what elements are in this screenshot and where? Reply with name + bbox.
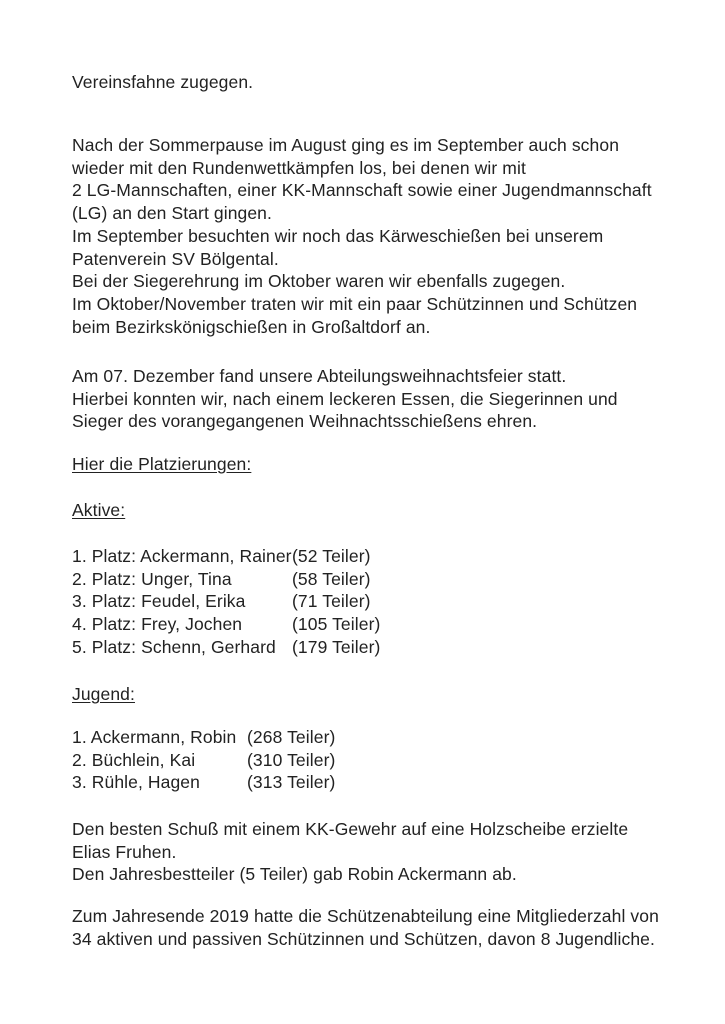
rank-name: 3. Platz: Feudel, Erika: [72, 591, 246, 612]
text-line: Sieger des vorangegangenen Weihnachtsschießens ehren.: [72, 411, 538, 432]
text-line: Hierbei konnten wir, nach einem leckeren Essen, die Siegerinnen und: [72, 388, 618, 409]
jugend-list: [72, 726, 335, 794]
text-line: beim Bezirkskönigschießen in Großaltdorf an.: [72, 316, 431, 337]
jugend-heading: Jugend:: [72, 684, 135, 704]
rank-score: (179 Teiler): [292, 636, 381, 657]
text-line: 34 aktiven und passiven Schützinnen und Schützen, davon 8 Jugendliche.: [72, 928, 655, 949]
aktive-row: [72, 590, 380, 613]
text-line: (LG) an den Start gingen.: [72, 203, 272, 224]
rank-name: 3. Rühle, Hagen: [72, 772, 200, 793]
rank-name: 1. Ackermann, Robin: [72, 727, 237, 747]
rank-name: 5. Platz: Schenn, Gerhard: [72, 636, 276, 657]
rank-score: (313 Teiler): [247, 772, 336, 793]
rank-score: (310 Teiler): [247, 749, 336, 770]
text-line: Patenverein SV Bölgental.: [72, 248, 279, 269]
aktive-row: [72, 568, 380, 591]
aktive-list: [72, 545, 380, 659]
rank-score: (52 Teiler): [292, 546, 371, 566]
text-line: Nach der Sommerpause im August ging es im September auch schon: [72, 135, 620, 155]
aktive-heading: Aktive:: [72, 500, 126, 520]
placements-heading: Hier die Platzierungen:: [72, 454, 252, 474]
jugend-row: [72, 749, 335, 772]
rank-name: 4. Platz: Frey, Jochen: [72, 614, 243, 635]
text-line: Im September besuchten wir noch das Kärweschießen bei unserem: [72, 225, 604, 246]
rank-score: (71 Teiler): [292, 591, 371, 612]
jugend-row: [72, 771, 335, 794]
text-line: wieder mit den Rundenwettkämpfen los, bei denen wir mit: [72, 157, 526, 178]
text-line: Im Oktober/November traten wir mit ein paar Schützinnen und Schützen: [72, 293, 638, 314]
intro-line: Vereinsfahne zugegen.: [72, 72, 254, 92]
paragraph-christmas: [72, 365, 618, 433]
paragraph-members: [72, 905, 659, 950]
text-line: Zum Jahresende 2019 hatte die Schützenabteilung eine Mitgliederzahl von: [72, 906, 659, 926]
aktive-row: [72, 545, 380, 568]
aktive-row: [72, 613, 380, 636]
rank-score: (268 Teiler): [247, 727, 336, 747]
paragraph-best-shot: [72, 818, 628, 886]
paragraph-season: [72, 134, 652, 338]
rank-score: (105 Teiler): [292, 614, 381, 635]
rank-name: 2. Platz: Unger, Tina: [72, 568, 232, 589]
jugend-row: [72, 726, 335, 749]
text-line: Den Jahresbestteiler (5 Teiler) gab Robin Ackermann ab.: [72, 864, 517, 885]
text-line: Elias Fruhen.: [72, 841, 177, 862]
text-line: 2 LG-Mannschaften, einer KK-Mannschaft sowie einer Jugendmannschaft: [72, 180, 652, 201]
text-line: Bei der Siegerehrung im Oktober waren wir ebenfalls zugegen.: [72, 271, 566, 292]
rank-name: 2. Büchlein, Kai: [72, 749, 196, 770]
aktive-row: [72, 636, 380, 659]
text-line: Am 07. Dezember fand unsere Abteilungsweihnachtsfeier statt.: [72, 366, 567, 386]
text-line: Den besten Schuß mit einem KK-Gewehr auf eine Holzscheibe erzielte: [72, 819, 629, 839]
rank-score: (58 Teiler): [292, 568, 371, 589]
rank-name: 1. Platz: Ackermann, Rainer: [72, 546, 292, 566]
